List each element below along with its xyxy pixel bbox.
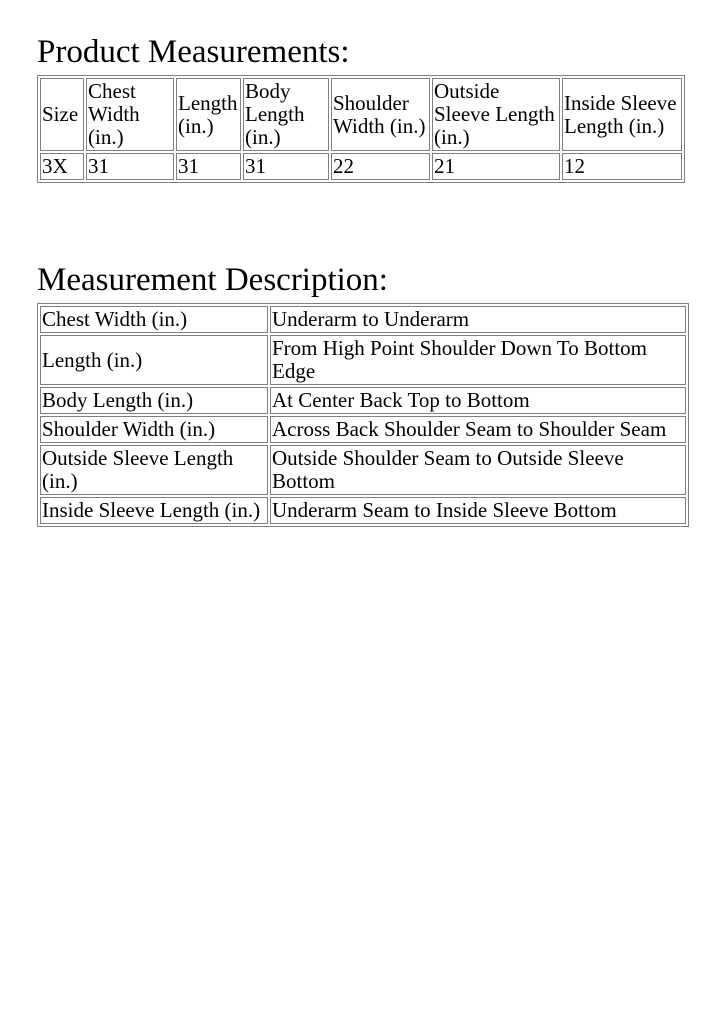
table-row-size-3x [40,153,682,180]
description-row [40,497,686,524]
measurement-description-title: Measurement Description: [37,262,388,298]
header-cell-inside-sleeve-length: Inside Sleeve Length (in.) [562,78,682,151]
description-cell: From High Point Shoulder Down To Bottom Edge [270,335,686,385]
description-row [40,387,686,414]
description-cell: Underarm to Underarm [270,306,686,333]
header-cell-body-length: Body Length (in.) [243,78,329,151]
data-cell-body-length: 31 [243,153,329,180]
header-cell-chest-width: Chest Width (in.) [86,78,174,151]
header-cell-size: Size [40,78,84,151]
description-row [40,306,686,333]
description-cell: Across Back Shoulder Seam to Shoulder Seam [270,416,686,443]
data-cell-inside-sleeve-length: 12 [562,153,682,180]
header-cell-length: Length (in.) [176,78,241,151]
description-row [40,445,686,495]
product-measurements-title: Product Measurements: [37,34,350,70]
data-cell-length: 31 [176,153,241,180]
description-cell: Outside Shoulder Seam to Outside Sleeve Bottom [270,445,686,495]
term-cell: Chest Width (in.) [40,306,268,333]
term-cell: Outside Sleeve Length (in.) [40,445,268,495]
data-cell-outside-sleeve-length: 21 [432,153,560,180]
header-cell-shoulder-width: Shoulder Width (in.) [331,78,430,151]
term-cell: Body Length (in.) [40,387,268,414]
description-row [40,335,686,385]
data-cell-shoulder-width: 22 [331,153,430,180]
product-measurements-table [37,75,685,183]
measurement-description-table [37,303,689,527]
term-cell: Length (in.) [40,335,268,385]
term-cell: Shoulder Width (in.) [40,416,268,443]
description-row [40,416,686,443]
description-cell: Underarm Seam to Inside Sleeve Bottom [270,497,686,524]
data-cell-chest-width: 31 [86,153,174,180]
term-cell: Inside Sleeve Length (in.) [40,497,268,524]
header-cell-outside-sleeve-length: Outside Sleeve Length (in.) [432,78,560,151]
table-header-row [40,78,682,151]
description-cell: At Center Back Top to Bottom [270,387,686,414]
data-cell-size: 3X [40,153,84,180]
